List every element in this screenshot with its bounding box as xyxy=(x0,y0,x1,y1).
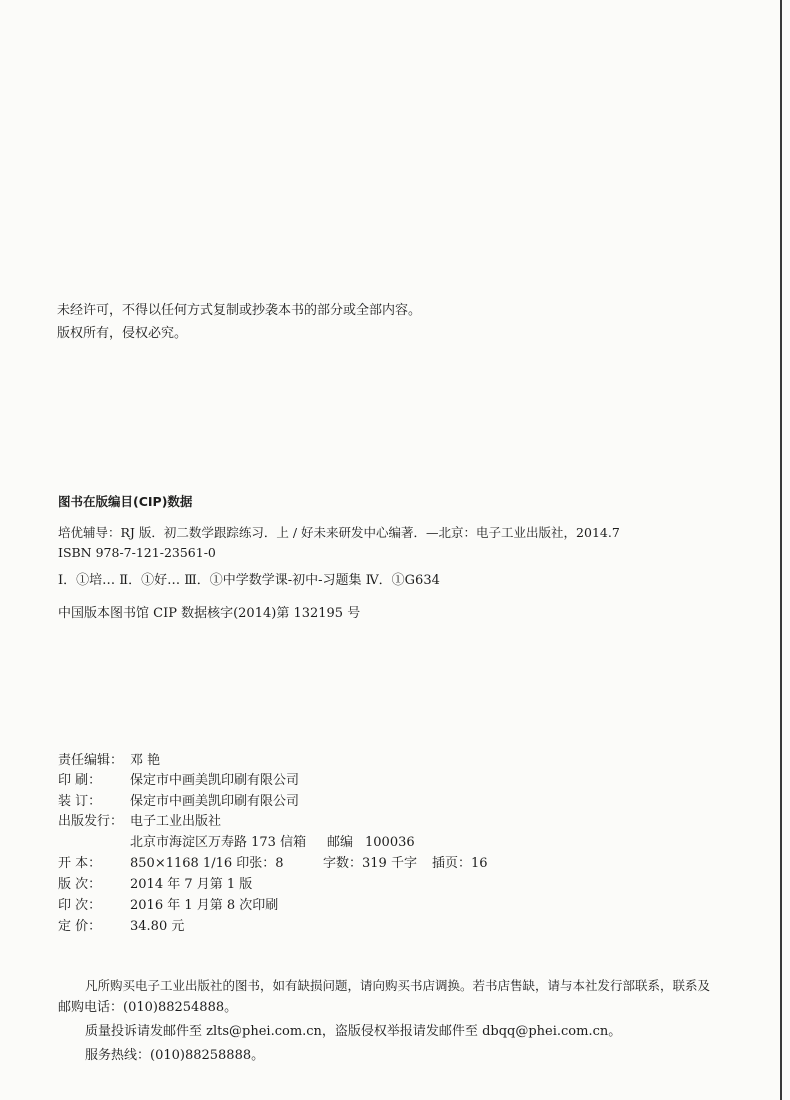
cip-classification: Ⅰ．①培… Ⅱ．①好… Ⅲ．①中学数学课-初中-习题集 Ⅳ．①G634 xyxy=(58,573,440,588)
publisher-value: 电子工业出版社 xyxy=(130,814,222,829)
page-edge xyxy=(780,0,782,1100)
bind-label: 装 订： xyxy=(58,794,102,809)
cip-entry: 培优辅导：RJ 版．初二数学跟踪练习．上 / 好未来研发中心编著．—北京：电子工业出版社，2014.7 xyxy=(58,525,620,540)
format-value: 850×1168 1/16 印张：8 xyxy=(130,856,284,871)
publisher-label: 出版发行： xyxy=(58,814,124,829)
publisher-address: 北京市海淀区万寿路 173 信箱 xyxy=(130,835,307,850)
cip-heading: 图书在版编目(CIP)数据 xyxy=(58,494,193,509)
edition-value: 2014 年 7 月第 1 版 xyxy=(130,877,253,892)
rights-reserved: 版权所有，侵权必究。 xyxy=(57,326,188,341)
editor-value: 邓 艳 xyxy=(130,753,161,768)
print-label: 印 刷： xyxy=(58,773,102,788)
cip-number: 中国版本图书馆 CIP 数据核字(2014)第 132195 号 xyxy=(58,606,361,621)
postcode-value: 100036 xyxy=(365,835,415,850)
format-label: 开 本： xyxy=(58,856,102,871)
price-value: 34.80 元 xyxy=(130,919,185,934)
editor-label: 责任编辑： xyxy=(58,753,124,768)
cip-isbn: ISBN 978-7-121-23561-0 xyxy=(58,545,216,560)
postcode-label: 邮编 xyxy=(327,835,354,850)
complaint-email: 质量投诉请发邮件至 zlts@phei.com.cn，盗版侵权举报请发邮件至 dbqq@phei.com.cn。 xyxy=(85,1024,622,1039)
copyright-notice: 未经许可，不得以任何方式复制或抄袭本书的部分或全部内容。 xyxy=(57,303,422,318)
insert-pages: 插页：16 xyxy=(432,856,488,871)
impression-label: 印 次： xyxy=(58,898,102,913)
purchase-notice: 凡所购买电子工业出版社的图书，如有缺损问题，请向购买书店调换。若书店售缺，请与本社发行部联系，联系及 xyxy=(85,978,711,993)
edition-label: 版 次： xyxy=(58,877,102,892)
print-value: 保定市中画美凯印刷有限公司 xyxy=(130,773,300,788)
bind-value: 保定市中画美凯印刷有限公司 xyxy=(130,794,300,809)
service-hotline: 服务热线：(010)88258888。 xyxy=(85,1048,265,1063)
mail-order-phone: 邮购电话：(010)88254888。 xyxy=(58,1000,238,1015)
price-label: 定 价： xyxy=(58,919,102,934)
word-count: 字数：319 千字 xyxy=(323,856,417,871)
impression-value: 2016 年 1 月第 8 次印刷 xyxy=(130,898,279,913)
